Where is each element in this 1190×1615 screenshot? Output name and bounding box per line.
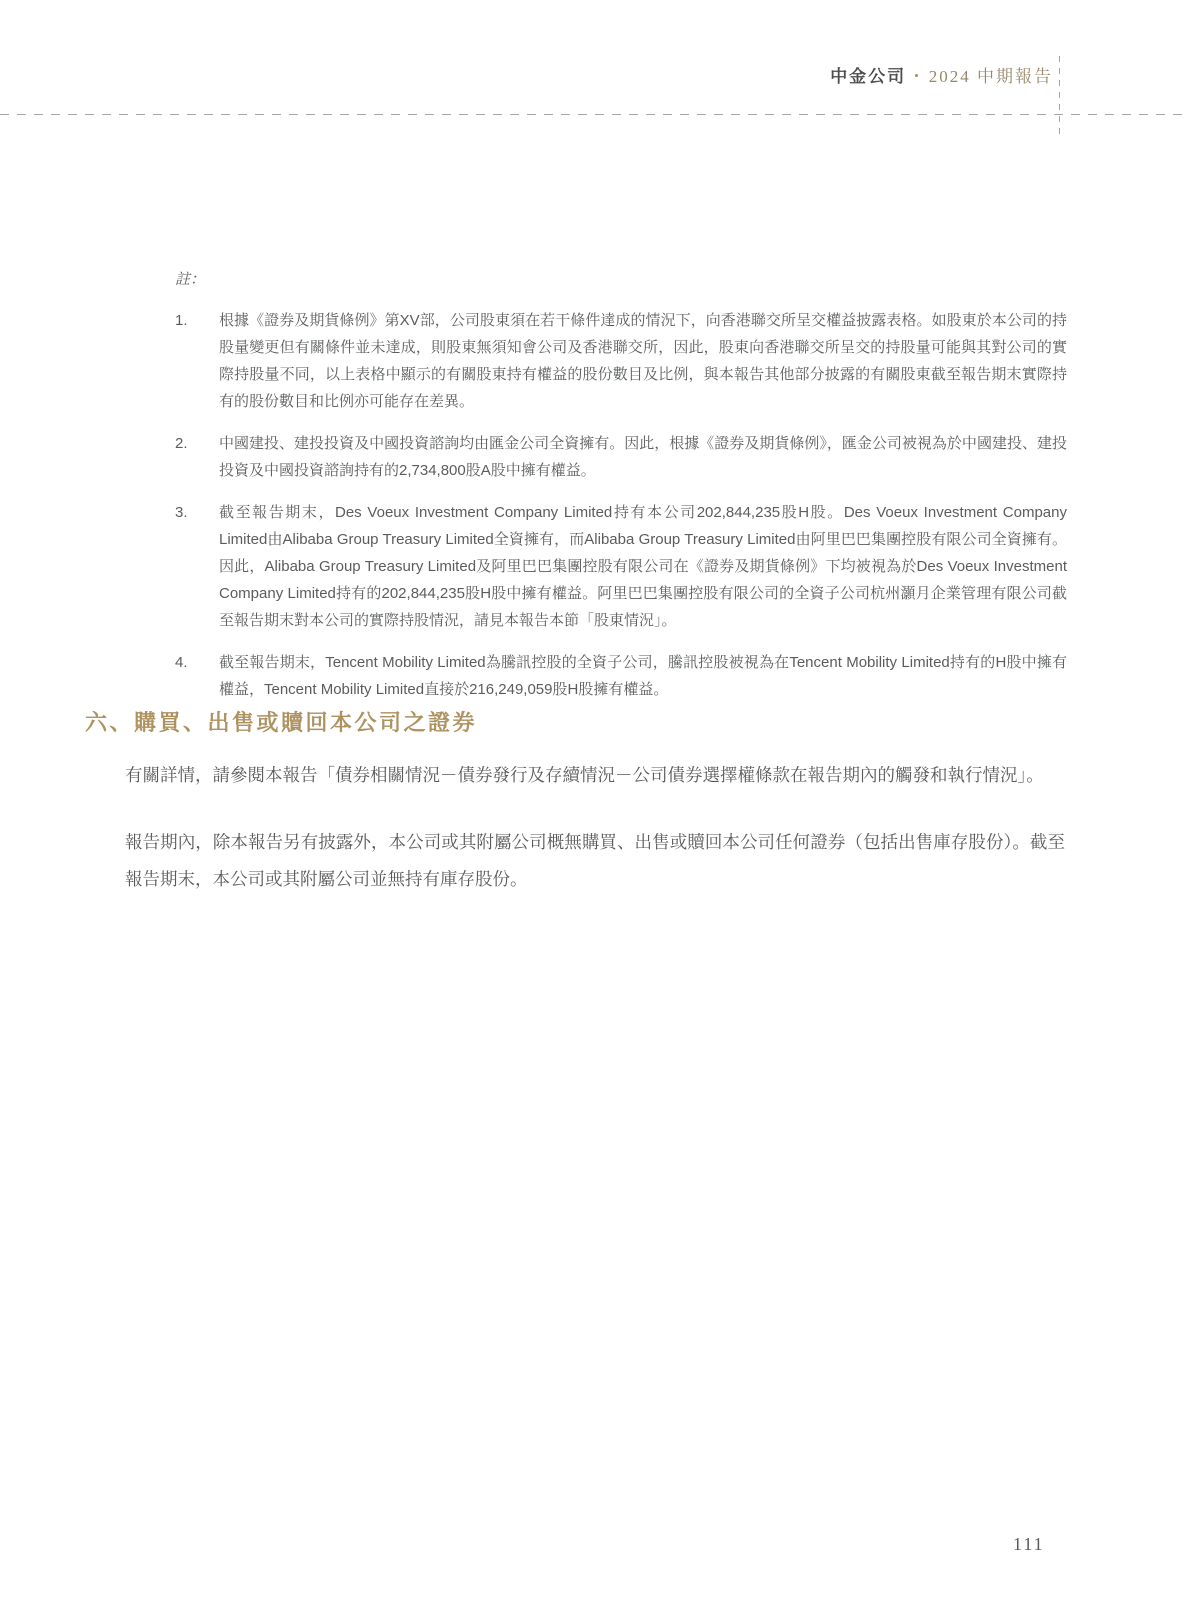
note-text: 根據《證券及期貨條例》第XV部，公司股東須在若干條件達成的情況下，向香港聯交所呈交權益披露表格。如股東於本公司的持股量變更但有關條件並未達成，則股東無須知會公司及香港聯交所，因此，股東向香港聯交所呈交的持股量可能與其對公司的實際持股量不同，以上表格中顯示的有關股東持有權益的股份數目及比例，與本報告其他部分披露的有關股東截至報告期末實際持有的股份數目和比例亦可能存在差異。 (219, 312, 1067, 410)
dashed-horizontal-rule (0, 114, 1190, 115)
note-text: 截至報告期末，Des Voeux Investment Company Limited持有本公司202,844,235股H股。Des Voeux Investment Company Limited由Alibaba Group Treasury Limited全資擁有，而Alibaba Group Treasury Limited由阿里巴巴集團控股有限公司全資擁有。因此，Alibaba Group Treasury Limited及阿里巴巴集團控股有限公司在《證券及期貨條例》下均被視為於Des Voeux Investment Company Limited持有的202,844,235股H股中擁有權益。阿里巴巴集團控股有限公司的全資子公司杭州灝月企業管理有限公司截至報告期末對本公司的實際持股情況，請見本報告本節「股東情況」。 (219, 504, 1067, 629)
note-item-1 (175, 307, 1067, 415)
note-item-3 (175, 499, 1067, 634)
notes-section (175, 266, 1067, 718)
page-header (830, 62, 1053, 87)
page-number: 111 (1013, 1534, 1045, 1554)
section-heading: 六、購買、出售或贖回本公司之證券 (85, 710, 478, 735)
note-text: 中國建投、建投投資及中國投資諮詢均由匯金公司全資擁有。因此，根據《證券及期貨條例》，匯金公司被視為於中國建投、建投投資及中國投資諮詢持有的2,734,800股A股中擁有權益。 (219, 435, 1067, 479)
section-paragraph-1: 有關詳情，請參閱本報告「債券相關情況－債券發行及存續情況－公司債券選擇權條款在報告期內的觸發和執行情況」。 (125, 765, 1044, 785)
note-number: 4. (175, 654, 188, 671)
notes-label: 註： (175, 271, 206, 288)
note-number: 3. (175, 504, 188, 521)
header-bullet: • (914, 68, 921, 83)
company-name: 中金公司 (830, 67, 907, 86)
note-number: 1. (175, 312, 188, 329)
note-item-2 (175, 430, 1067, 484)
dashed-vertical-rule (1059, 56, 1060, 136)
note-text: 截至報告期末，Tencent Mobility Limited為騰訊控股的全資子公司，騰訊控股被視為在Tencent Mobility Limited持有的H股中擁有權益，Tencent Mobility Limited直接於216,249,059股H股擁有權益。 (219, 654, 1067, 698)
note-number: 2. (175, 435, 188, 452)
note-item-4 (175, 649, 1067, 703)
section-body (125, 757, 1065, 928)
report-title: 2024 中期報告 (928, 67, 1053, 86)
section-paragraph-2: 報告期內，除本報告另有披露外，本公司或其附屬公司概無購買、出售或贖回本公司任何證券（包括出售庫存股份）。截至報告期末，本公司或其附屬公司並無持有庫存股份。 (125, 832, 1065, 889)
